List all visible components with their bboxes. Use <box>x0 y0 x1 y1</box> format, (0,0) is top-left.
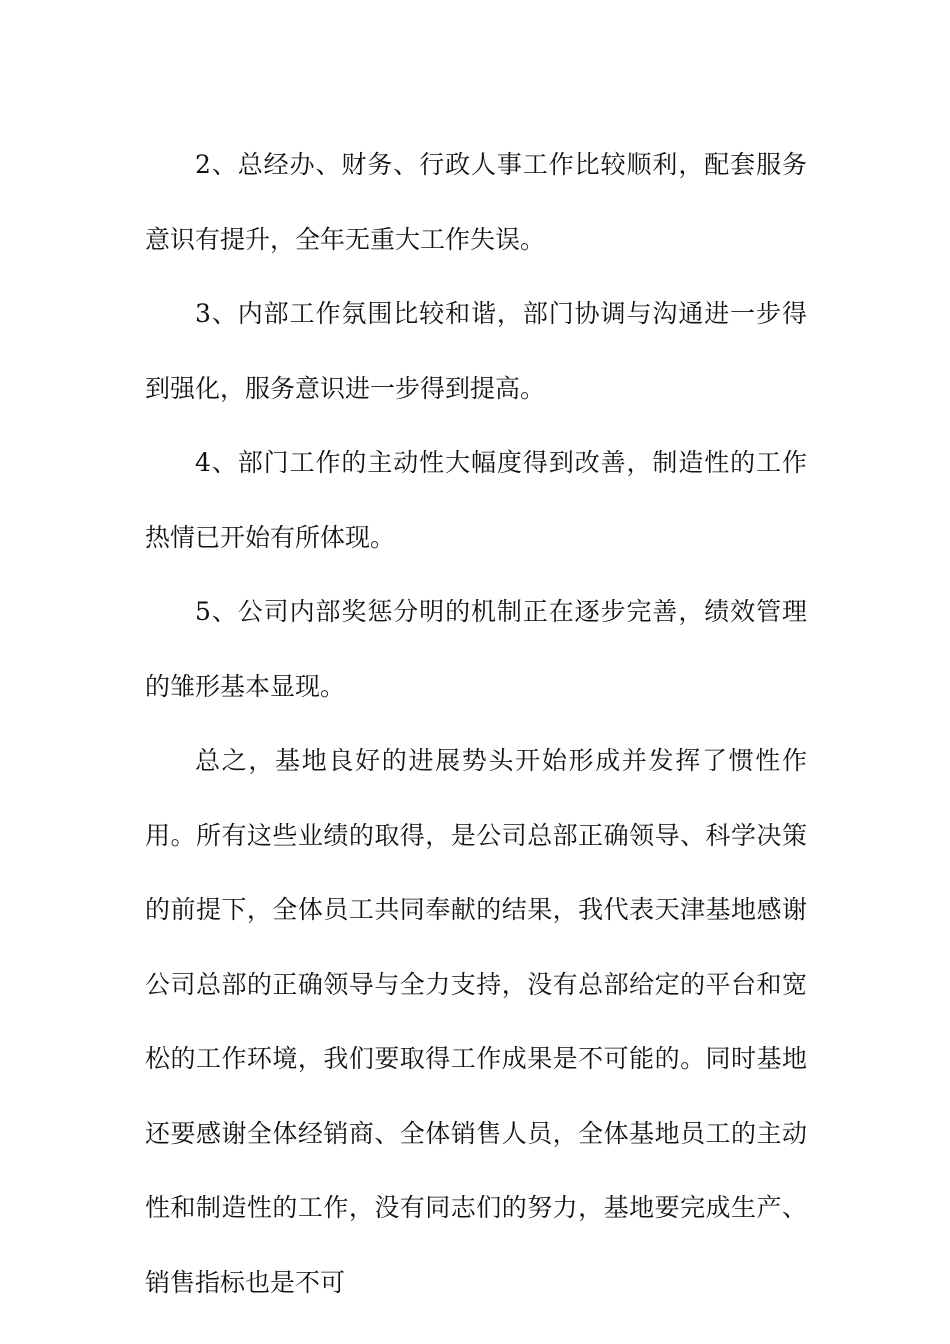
document-body <box>145 128 807 1320</box>
paragraph-item-5: 5、公司内部奖惩分明的机制正在逐步完善，绩效管理的雏形基本显现。 <box>145 597 807 701</box>
paragraph-item-2: 2、总经办、财务、行政人事工作比较顺利，配套服务意识有提升，全年无重大工作失误。 <box>145 150 807 254</box>
paragraph-summary: 总之，基地良好的进展势头开始形成并发挥了惯性作用。所有这些业绩的取得，是公司总部正确领导、科学决策的前提下，全体员工共同奉献的结果，我代表天津基地感谢公司总部的正确领导与全力支持，没有总部给定的平台和宽松的工作环境，我们要取得工作成果是不可能的。同时基地还要感谢全体经销商、全体销售人员，全体基地员工的主动性和制造性的工作，没有同志们的努力，基地要完成生产、销售指标也是不可 <box>145 746 807 1297</box>
paragraph-item-4: 4、部门工作的主动性大幅度得到改善，制造性的工作热情已开始有所体现。 <box>145 448 807 552</box>
paragraph-item-3: 3、内部工作氛围比较和谐，部门协调与沟通进一步得到强化，服务意识进一步得到提高。 <box>145 299 807 403</box>
